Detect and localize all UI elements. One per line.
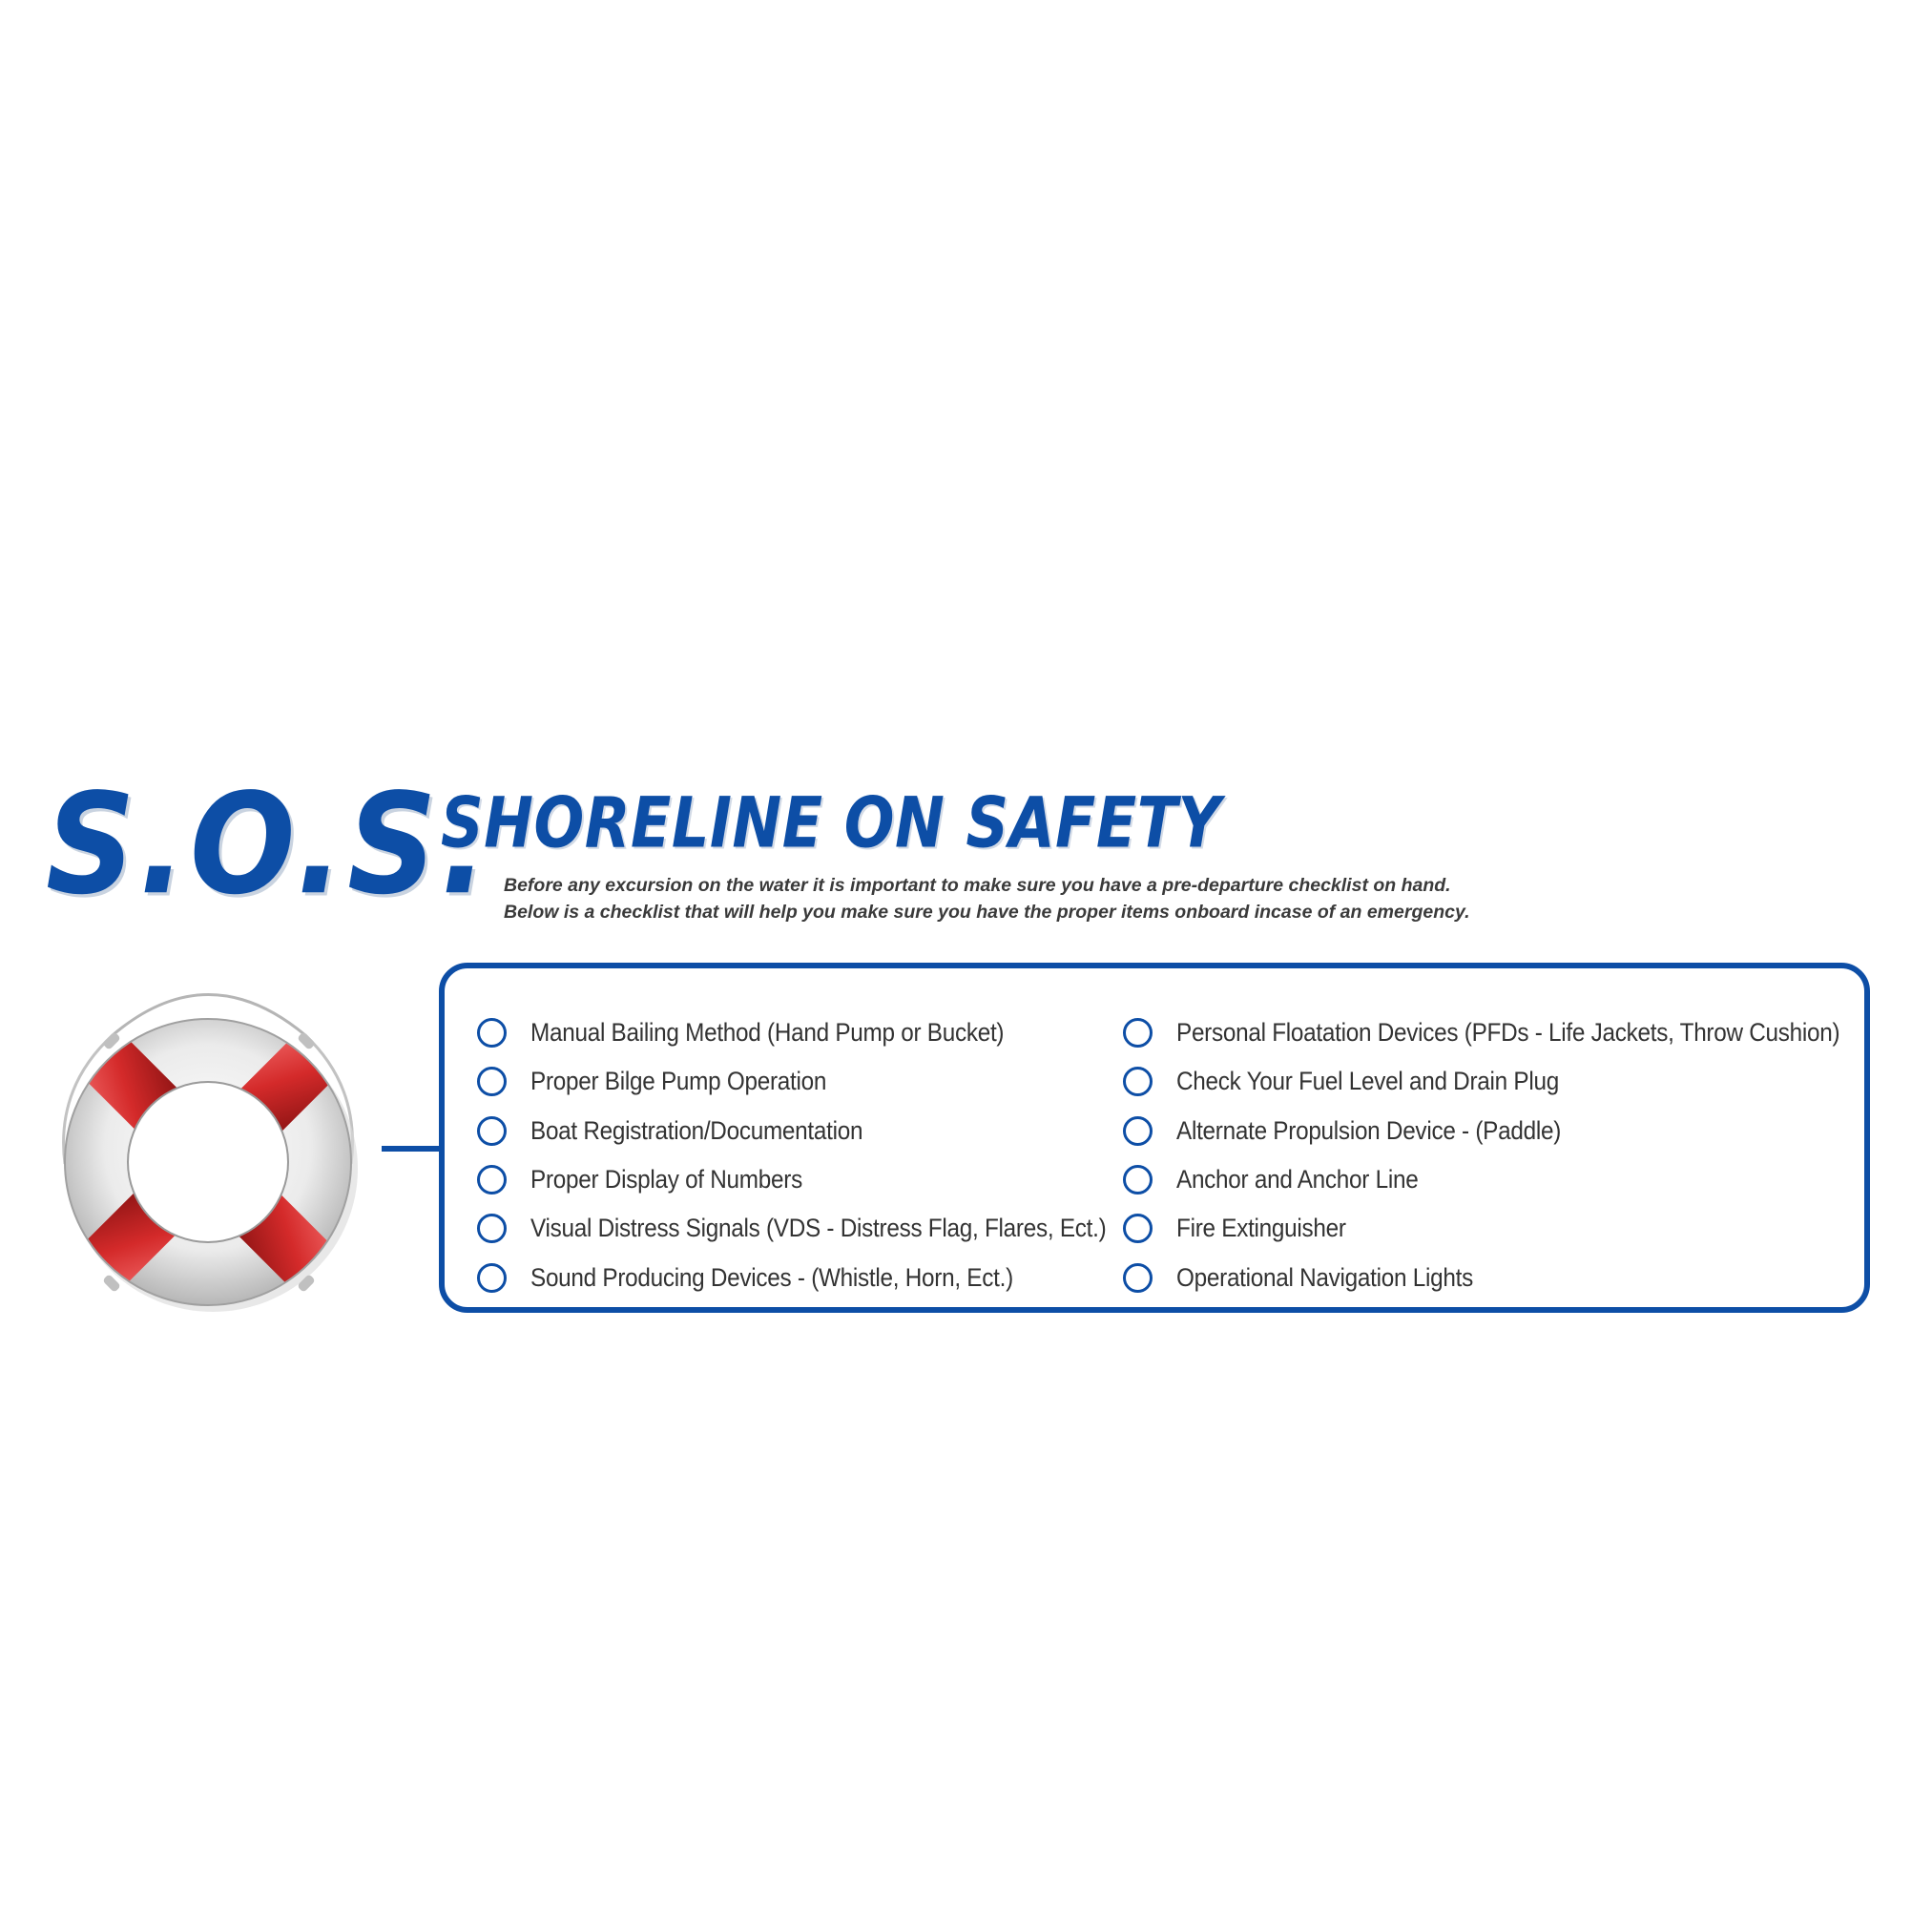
checklist-item-label: Check Your Fuel Level and Drain Plug xyxy=(1176,1067,1559,1096)
checklist-item-label: Sound Producing Devices - (Whistle, Horn, Ect.) xyxy=(530,1262,1013,1292)
empty-circle-icon[interactable] xyxy=(1123,1214,1153,1243)
empty-circle-icon[interactable] xyxy=(1123,1263,1153,1293)
empty-circle-icon[interactable] xyxy=(477,1116,507,1146)
checklist-item[interactable] xyxy=(1123,1253,1914,1301)
checklist-item[interactable] xyxy=(477,1107,1170,1155)
intro-line-1: Before any excursion on the water it is important to make sure you have a pre-departure checklist on hand. xyxy=(504,875,1451,896)
checklist-item[interactable] xyxy=(477,1155,1170,1204)
empty-circle-icon[interactable] xyxy=(477,1067,507,1096)
checklist-item[interactable] xyxy=(477,1253,1170,1301)
checklist-item-label: Proper Bilge Pump Operation xyxy=(530,1067,827,1096)
empty-circle-icon[interactable] xyxy=(1123,1067,1153,1096)
empty-circle-icon[interactable] xyxy=(1123,1116,1153,1146)
checklist-item[interactable] xyxy=(1123,1155,1914,1204)
checklist-item-label: Personal Floatation Devices (PFDs - Life Jackets, Throw Cushion) xyxy=(1176,1018,1840,1048)
connector-line xyxy=(382,1146,443,1152)
checklist-item[interactable] xyxy=(477,1204,1170,1253)
checklist-panel xyxy=(439,963,1870,1313)
checklist-item[interactable] xyxy=(1123,1107,1914,1155)
checklist-column-right xyxy=(1123,1008,1914,1302)
checklist-item-label: Proper Display of Numbers xyxy=(530,1165,802,1195)
checklist-item-label: Manual Bailing Method (Hand Pump or Bucket) xyxy=(530,1018,1005,1048)
checklist-item-label: Anchor and Anchor Line xyxy=(1176,1165,1419,1195)
empty-circle-icon[interactable] xyxy=(477,1263,507,1293)
page-title: SHORELINE ON SAFETY xyxy=(441,780,1221,864)
checklist-item[interactable] xyxy=(1123,1057,1914,1106)
checklist-item-label: Fire Extinguisher xyxy=(1176,1214,1346,1243)
empty-circle-icon[interactable] xyxy=(1123,1018,1153,1048)
checklist-item-label: Operational Navigation Lights xyxy=(1176,1262,1473,1292)
life-ring-icon xyxy=(46,964,370,1317)
checklist-item-label: Visual Distress Signals (VDS - Distress Flag, Flares, Ect.) xyxy=(530,1214,1107,1243)
intro-text xyxy=(504,872,1470,925)
intro-line-2: Below is a checklist that will help you make sure you have the proper items onboard incase of an emergency. xyxy=(504,902,1470,923)
checklist-column-left xyxy=(477,1008,1170,1302)
checklist-item[interactable] xyxy=(1123,1008,1914,1057)
empty-circle-icon[interactable] xyxy=(477,1018,507,1048)
checklist-item-label: Alternate Propulsion Device - (Paddle) xyxy=(1176,1115,1562,1145)
empty-circle-icon[interactable] xyxy=(477,1214,507,1243)
checklist-item[interactable] xyxy=(1123,1204,1914,1253)
empty-circle-icon[interactable] xyxy=(1123,1165,1153,1195)
empty-circle-icon[interactable] xyxy=(477,1165,507,1195)
checklist-item[interactable] xyxy=(477,1008,1170,1057)
sos-logo: S.O.S. xyxy=(46,762,492,925)
checklist-item[interactable] xyxy=(477,1057,1170,1106)
checklist-item-label: Boat Registration/Documentation xyxy=(530,1115,863,1145)
